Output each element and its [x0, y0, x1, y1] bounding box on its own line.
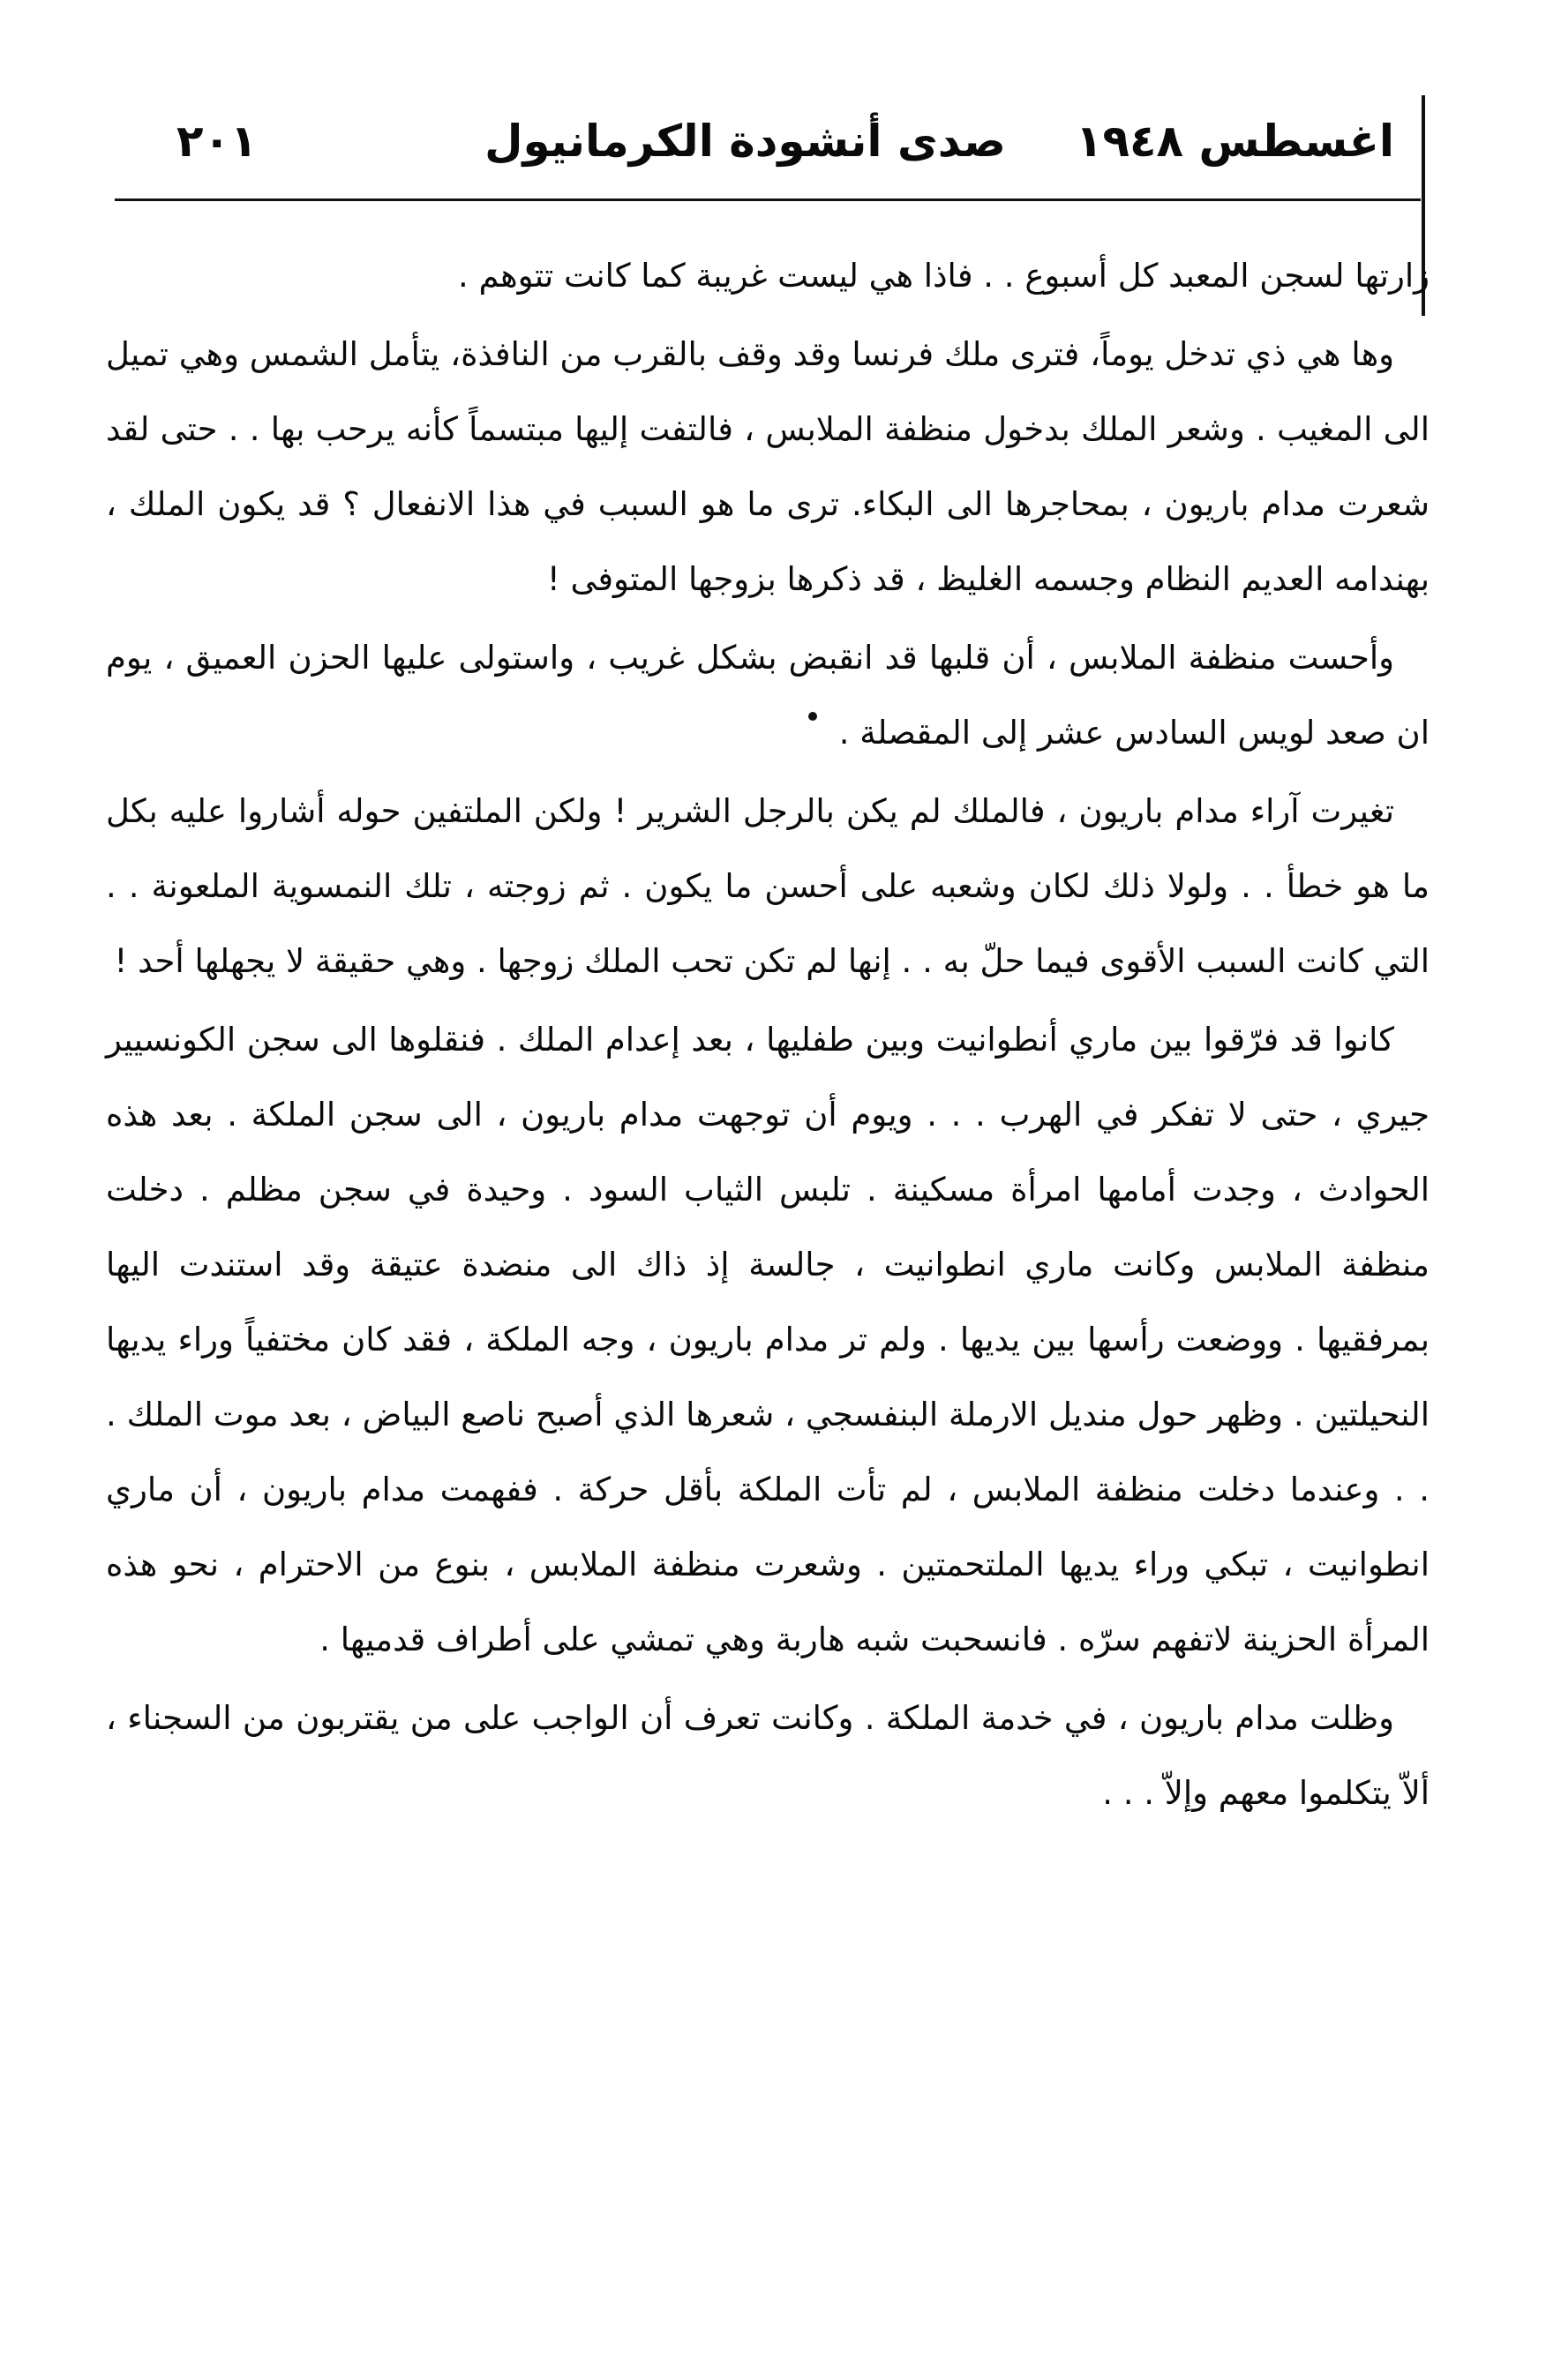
- paragraph: وظلت مدام باريون ، في خدمة الملكة . وكانت تعرف أن الواجب على من يقتربون من السجناء ، ألاّ يتكلموا معهم وإلاّ . . .: [106, 1699, 1430, 1812]
- paragraph: وها هي ذي تدخل يوماً، فترى ملك فرنسا وقد وقف بالقرب من النافذة، يتأمل الشمس وهي تميل الى المغيب . وشعر الملك بدخول منظفة الملابس ، فالتفت إليها مبتسماً كأنه يرحب بها . . حتى لقد شعرت مدام باريون ، بمحاجرها الى البكاء. ترى ما هو السبب في هذا الانفعال ؟ قد يكون الملك ، بهندامه العديم النظام وجسمه الغليظ ، قد ذكرها بزوجها المتوفى !: [106, 335, 1430, 598]
- header-divider: [115, 198, 1421, 201]
- paragraph: وأحست منظفة الملابس ، أن قلبها قد انقبض بشكل غريب ، واستولى عليها الحزن العميق ، يوم ان صعد لويس السادس عشر إلى المقصلة .: [106, 639, 1430, 752]
- ink-speck: [808, 712, 817, 721]
- header-title: صدى أنشودة الكرمانيول: [484, 116, 1006, 167]
- page-number: ٢٠١: [176, 116, 258, 167]
- paragraph: زارتها لسجن المعبد كل أسبوع . . فاذا هي ليست غريبة كما كانت تتوهم .: [458, 257, 1430, 295]
- running-header: [141, 106, 1412, 176]
- paragraph: تغيرت آراء مدام باريون ، فالملك لم يكن بالرجل الشرير ! ولكن الملتفين حوله أشاروا عليه بكل ما هو خطأ . . ولولا ذلك لكان وشعبه على أحسن ما يكون . ثم زوجته ، تلك النمسوية الملعونة . . التي كانت السبب الأقوى فيما حلّ به . . إنها لم تكن تحب الملك زوجها . وهي حقيقة لا يجهلها أحد !: [106, 792, 1430, 980]
- header-date: اغسطس ١٩٤٨: [1075, 116, 1394, 167]
- article-body: [106, 238, 1430, 1834]
- paragraph: كانوا قد فرّقوا بين ماري أنطوانيت وبين طفليها ، بعد إعدام الملك . فنقلوها الى سجن الكونسيير جيري ، حتى لا تفكر في الهرب . . . ويوم أن توجهت مدام باريون ، الى سجن الملكة . بعد هذه الحوادث ، وجدت أمامها امرأة مسكينة . تلبس الثياب السود . وحيدة في سجن مظلم . دخلت منظفة الملابس وكانت ماري انطوانيت ، جالسة إذ ذاك الى منضدة عتيقة وقد استندت اليها بمرفقيها . ووضعت رأسها بين يديها . ولم تر مدام باريون ، وجه الملكة ، فقد كان مختفياً وراء يديها النحيلتين . وظهر حول منديل الارملة البنفسجي ، شعرها الذي أصبح ناصع البياض ، بعد موت الملك . . . وعندما دخلت منظفة الملابس ، لم تأت الملكة بأقل حركة . ففهمت مدام باريون ، أن ماري انطوانيت ، تبكي وراء يديها الملتحمتين . وشعرت منظفة الملابس ، بنوع من الاحترام ، نحو هذه المرأة الحزينة لاتفهم سرّه . فانسحبت شبه هاربة وهي تمشي على أطراف قدميها .: [106, 1021, 1430, 1658]
